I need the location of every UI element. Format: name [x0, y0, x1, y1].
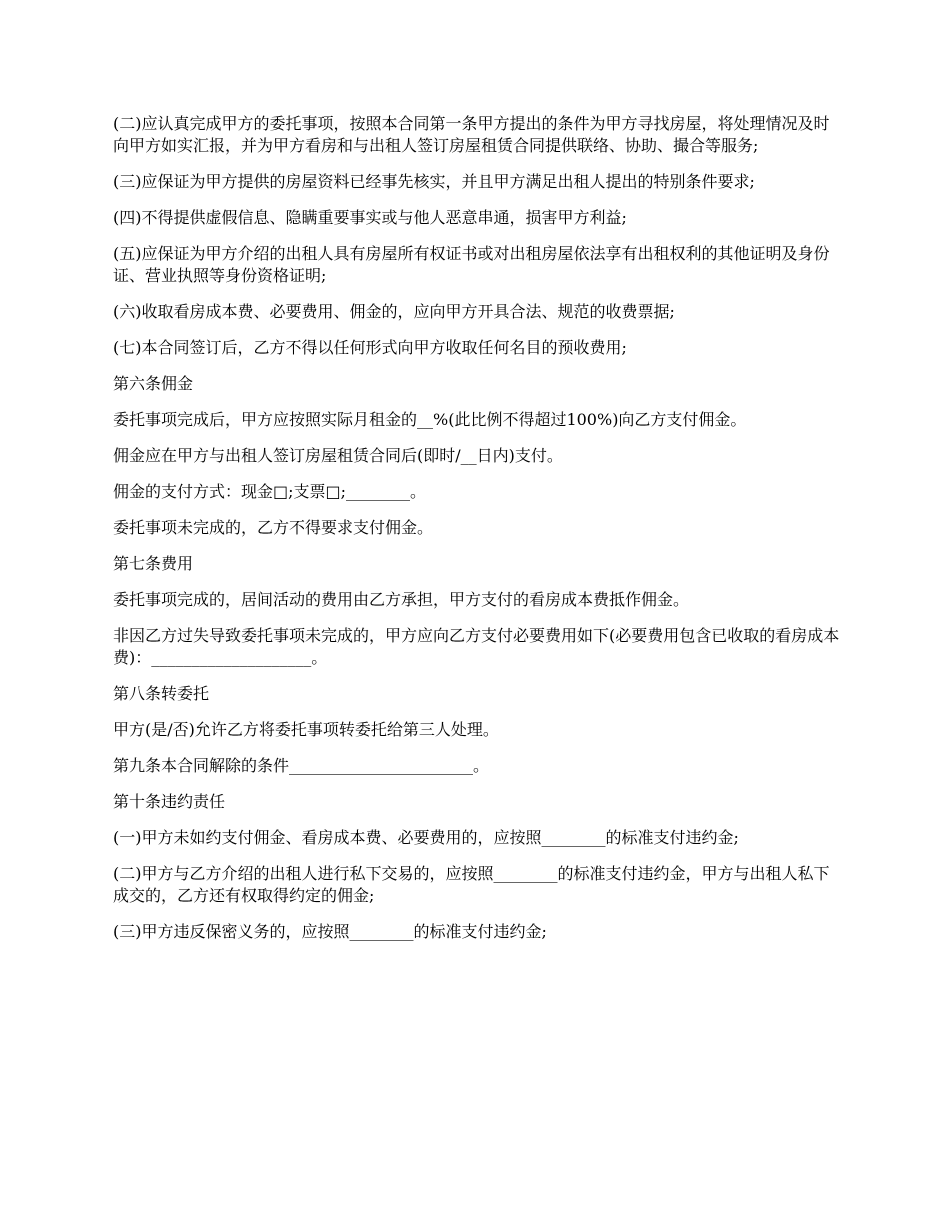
article-heading: 第七条费用: [113, 554, 194, 573]
clause-paragraph: 非因乙方过失导致委托事项未完成的，甲方应向乙方支付必要费用如下(必要费用包含已收取的看房成本费)：____________________。: [113, 626, 840, 667]
clause-paragraph: (一)甲方未如约支付佣金、看房成本费、必要费用的，应按照________的标准支付违约金;: [113, 828, 739, 847]
document-page: [113, 113, 843, 957]
clause-paragraph: (二)甲方与乙方介绍的出租人进行私下交易的，应按照________的标准支付违约金，甲方与出租人私下成交的，乙方还有权取得约定的佣金;: [113, 864, 830, 905]
clause-paragraph: (二)应认真完成甲方的委托事项，按照本合同第一条甲方提出的条件为甲方寻找房屋，将处理情况及时向甲方如实汇报，并为甲方看房和与出租人签订房屋租赁合同提供联络、协助、撮合等服务;: [113, 114, 830, 155]
clause-paragraph: 委托事项完成后，甲方应按照实际月租金的__%(此比例不得超过100%)向乙方支付佣金。: [113, 410, 747, 429]
clause-paragraph: (三)甲方违反保密义务的，应按照________的标准支付违约金;: [113, 922, 547, 941]
clause-paragraph: 佣金应在甲方与出租人签订房屋租赁合同后(即时/__日内)支付。: [113, 446, 563, 465]
article-heading: 第十条违约责任: [113, 792, 226, 811]
clause-paragraph: 甲方(是/否)允许乙方将委托事项转委托给第三人处理。: [113, 720, 499, 739]
clause-paragraph: (六)收取看房成本费、必要费用、佣金的，应向甲方开具合法、规范的收费票据;: [113, 302, 675, 321]
article-heading: 第八条转委托: [113, 684, 210, 703]
clause-paragraph: (七)本合同签订后，乙方不得以任何形式向甲方收取任何名目的预收费用;: [113, 338, 627, 357]
clause-paragraph: 委托事项未完成的，乙方不得要求支付佣金。: [113, 518, 434, 537]
clause-paragraph: (三)应保证为甲方提供的房屋资料已经事先核实，并且甲方满足出租人提出的特别条件要求;: [113, 172, 755, 191]
article-heading: 第六条佣金: [113, 374, 194, 393]
clause-paragraph: (四)不得提供虚假信息、隐瞒重要事实或与他人恶意串通，损害甲方利益;: [113, 208, 627, 227]
clause-paragraph: 委托事项完成的，居间活动的费用由乙方承担，甲方支付的看房成本费抵作佣金。: [113, 590, 690, 609]
clause-paragraph: (五)应保证为甲方介绍的出租人具有房屋所有权证书或对出租房屋依法享有出租权利的其他证明及身份证、营业执照等身份资格证明;: [113, 244, 830, 285]
clause-paragraph: 佣金的支付方式：现金□;支票□;________。: [113, 482, 427, 501]
article-heading: 第九条本合同解除的条件_______________________。: [113, 756, 490, 775]
